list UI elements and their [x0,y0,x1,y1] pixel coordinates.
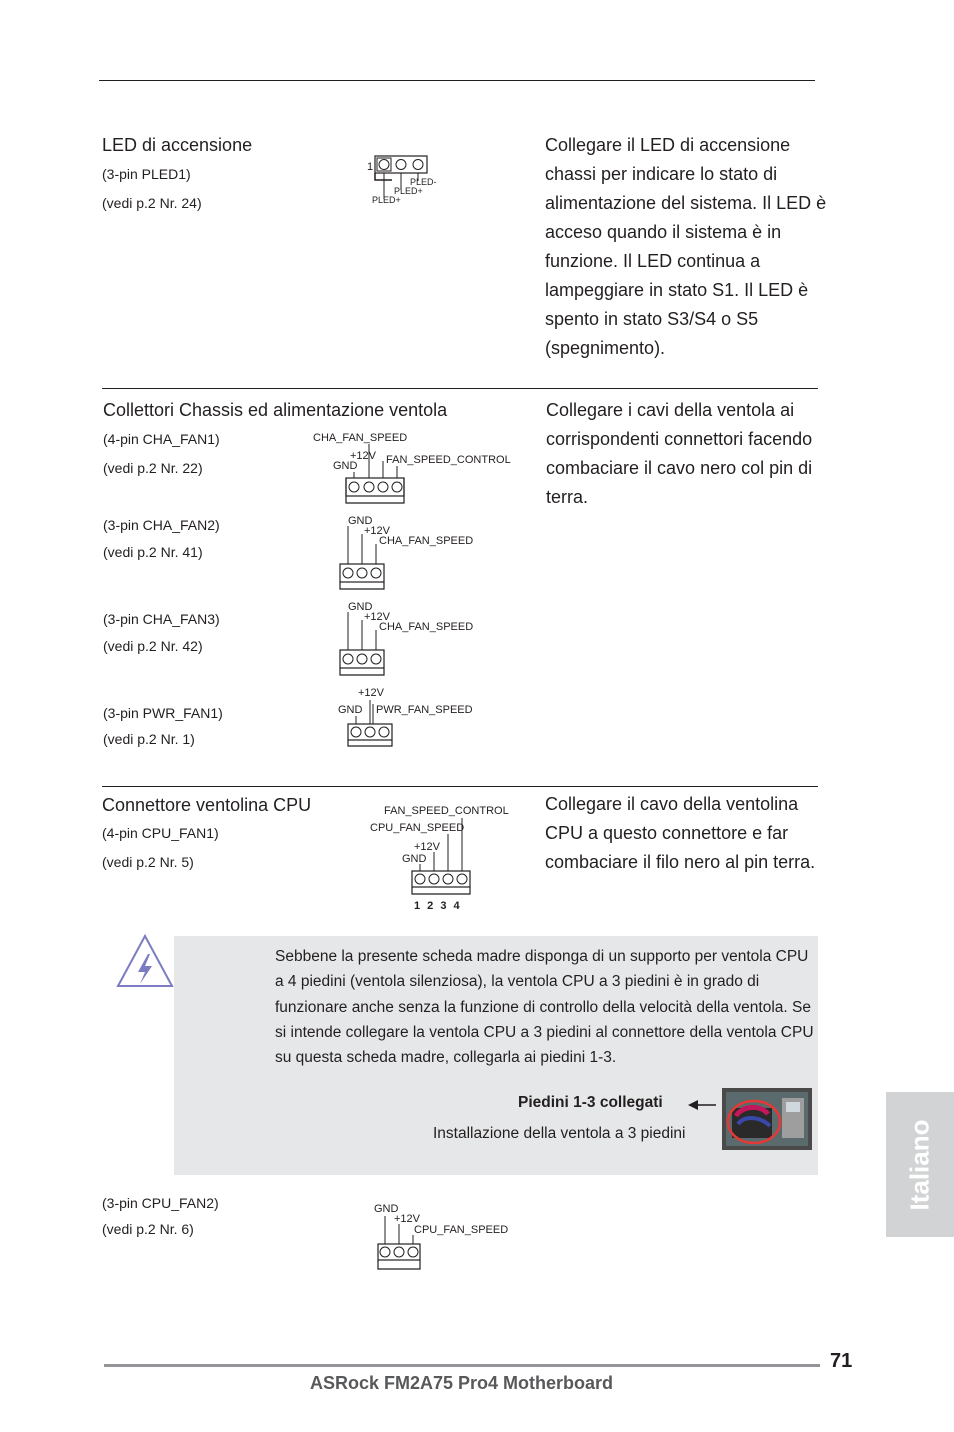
cha-fan2-12v-label: +12V [364,525,390,537]
warning-caption-bold: Piedini 1-3 collegati [518,1094,663,1111]
pwr-fan1-gnd-label: GND [338,704,363,716]
pled-pin1-label: 1 [367,161,374,173]
cpu-fan1-speed-label: CPU_FAN_SPEED [370,822,465,834]
cha-fan3-12v-label: +12V [364,611,390,623]
pwr-fan1-diagram [336,684,476,750]
cpu-fan1-diagram [368,800,508,915]
cha-fan2-ref: (vedi p.2 Nr. 41) [103,544,203,560]
cha-fan1-gnd-label: GND [333,460,358,472]
page-number: 71 [830,1350,853,1372]
cpu-fan-pins: (4-pin CPU_FAN1) [102,825,219,841]
pled-title: LED di accensione [102,135,253,155]
language-side-tab [886,1092,954,1237]
cha-fan1-pins: (4-pin CHA_FAN1) [103,431,220,447]
arrow-left-icon [688,1098,718,1112]
cpu-fan1-control-label: FAN_SPEED_CONTROL [384,805,509,817]
pwr-fan1-pins: (3-pin PWR_FAN1) [103,705,223,721]
warning-note-text: Sebbene la presente scheda madre disponga di un supporto per ventola CPU a 4 piedini (ventola silenziosa), la ventola CPU a 3 piedini è in grado di funzionare anche senza la funzione di controllo della velocità della ventola. Se si intende collegare la ventola CPU a 3 piedini al connettore della ventola CPU su questa scheda madre, collegarla ai piedini 1-3. [275,948,814,1067]
cha-fan1-12v-label: +12V [350,450,376,462]
cha-fan2-gnd-label: GND [348,515,373,527]
section-rule-2 [102,786,818,787]
top-rule [99,80,815,81]
warning-triangle-icon [114,932,176,990]
cha-fan3-gnd-label: GND [348,601,373,613]
pwr-fan1-12v-label: +12V [358,687,384,699]
cha-fan2-pins: (3-pin CHA_FAN2) [103,517,220,533]
cha-fan3-diagram [340,598,480,678]
pled-diagram [364,150,454,210]
cha-fan2-diagram [340,512,480,592]
cha-fan1-ref: (vedi p.2 Nr. 22) [103,460,203,476]
footer-rule [104,1364,820,1367]
chassis-fan-title: Collettori Chassis ed alimentazione ventola [103,400,448,420]
cpu-fan-title: Connettore ventolina CPU [102,795,312,815]
cha-fan3-speed-label: CHA_FAN_SPEED [379,621,474,633]
cpu-fan2-12v-label: +12V [394,1213,420,1225]
footer-product-name: ASRock FM2A75 Pro4 Motherboard [310,1373,614,1393]
cha-fan2-speed-label: CHA_FAN_SPEED [379,535,474,547]
pled-label-pled-plus-2: PLED+ [372,195,401,205]
cpu-fan1-12v-label: +12V [414,841,440,853]
chassis-fan-description: Collegare i cavi della ventola ai corrispondenti connettori facendo combaciare il cavo nero col pin di terra. [546,400,813,507]
language-side-tab-label: Italiano [904,1118,935,1211]
section-rule-1 [102,388,818,389]
pled-label-pled-minus: PLED- [410,177,437,187]
warning-caption: Installazione della ventola a 3 piedini [433,1125,686,1142]
pled-label-pled-plus-1: PLED+ [394,186,423,196]
cha-fan1-diagram [310,428,515,508]
cpu-fan-description: Collegare il cavo della ventolina CPU a questo connettore e far combaciare il filo nero al pin terra. [545,794,816,872]
cha-fan1-speed-label: CHA_FAN_SPEED [313,432,408,444]
cha-fan1-control-label: FAN_SPEED_CONTROL [386,454,511,466]
cpu-fan2-pins: (3-pin CPU_FAN2) [102,1195,219,1211]
pwr-fan1-speed-label: PWR_FAN_SPEED [376,704,473,716]
cha-fan3-pins: (3-pin CHA_FAN3) [103,611,220,627]
cpu-fan2-ref: (vedi p.2 Nr. 6) [102,1221,194,1237]
cpu-fan2-speed-label: CPU_FAN_SPEED [414,1224,509,1236]
pled-description: Collegare il LED di accensione chassi per indicare lo stato di alimentazione del sistema. Il LED è acceso quando il sistema è in funzione. Il LED continua a lampeggiare in stato S1. Il LED è spento in stato S3/S4 o S5 (spegnimento). [545,135,827,358]
cpu-fan1-gnd-label: GND [402,853,427,865]
pled-ref: (vedi p.2 Nr. 24) [102,195,202,211]
pwr-fan1-ref: (vedi p.2 Nr. 1) [103,731,195,747]
pled-pins: (3-pin PLED1) [102,166,191,182]
cha-fan3-ref: (vedi p.2 Nr. 42) [103,638,203,654]
cpu-fan-ref: (vedi p.2 Nr. 5) [102,854,194,870]
cpu-fan2-gnd-label: GND [374,1203,399,1215]
cpu-fan1-pin-numbers: 1 2 3 4 [414,900,462,912]
fan-install-photo [722,1088,812,1150]
cpu-fan2-diagram [372,1200,512,1274]
